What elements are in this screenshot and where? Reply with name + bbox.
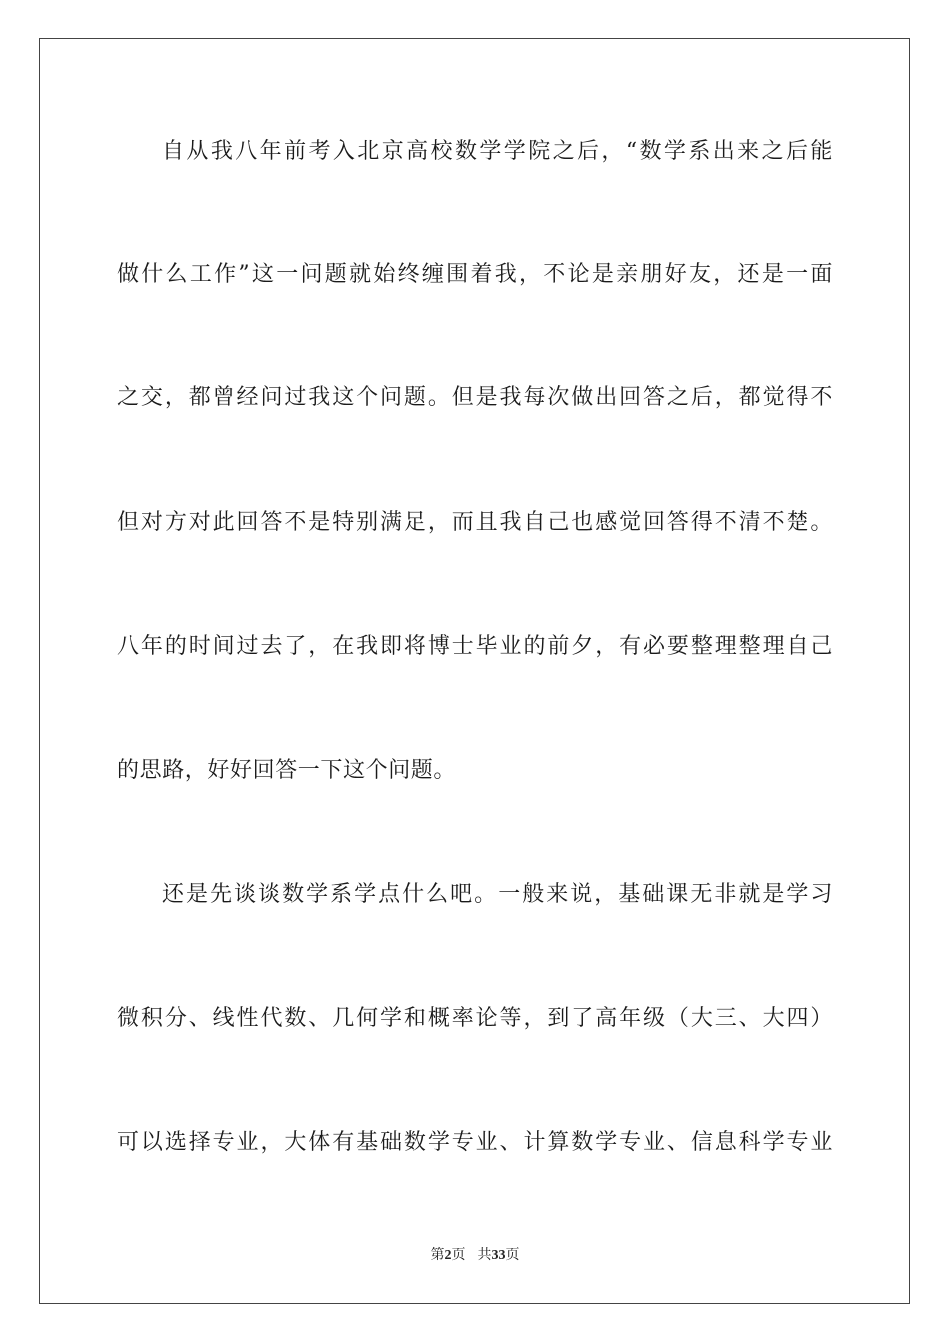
paragraph-line: 还是先谈谈数学系学点什么吧。一般来说，基础课无非就是学习 [162,882,833,907]
paragraph-line: 之交，都曾经问过我这个问题。但是我每次做出回答之后，都觉得不 [117,385,833,410]
paragraph-line: 做什么工作”这一问题就始终缠围着我，不论是亲朋好友，还是一面 [117,262,833,287]
page-number: 2 [444,1248,452,1263]
total-pages: 33 [491,1248,506,1263]
paragraph-line: 八年的时间过去了，在我即将博士毕业的前夕，有必要整理整理自己 [117,634,833,659]
page-footer [0,1246,950,1266]
paragraph-line: 微积分、线性代数、几何学和概率论等，到了高年级（大三、大四） [117,1006,833,1031]
paragraph-line: 但对方对此回答不是特别满足，而且我自己也感觉回答得不清不楚。 [117,510,833,535]
paragraph-line: 可以选择专业，大体有基础数学专业、计算数学专业、信息科学专业 [117,1130,833,1155]
page-number-suffix: 页 [451,1248,466,1263]
page-number-prefix: 第 [430,1248,445,1263]
total-pages-prefix: 共 [477,1248,492,1263]
paragraph-line: 自从我八年前考入北京高校数学学院之后，“数学系出来之后能 [162,139,833,164]
total-pages-suffix: 页 [505,1248,520,1263]
paragraph-line: 的思路，好好回答一下这个问题。 [117,758,457,783]
page-border [39,38,910,1304]
